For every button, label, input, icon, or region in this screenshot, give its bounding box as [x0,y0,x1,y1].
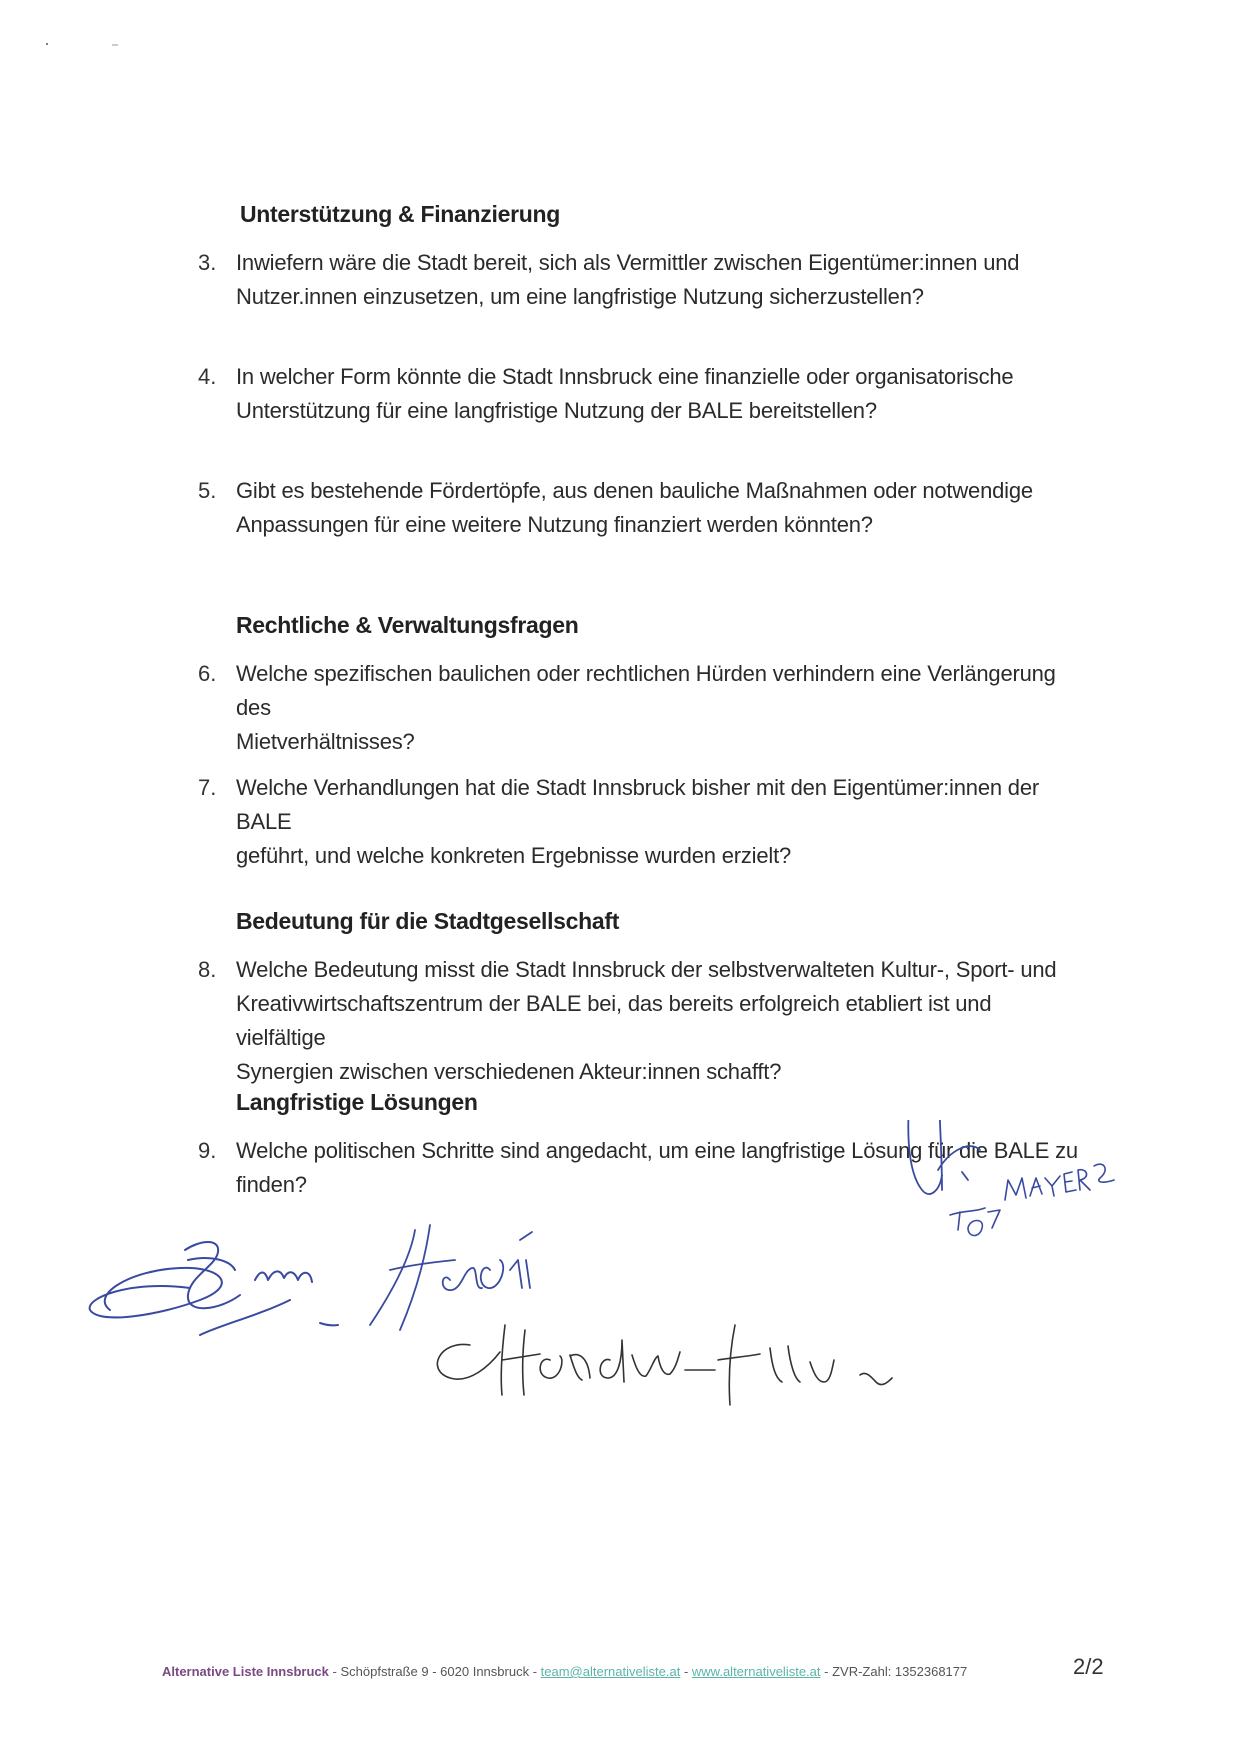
question-line: Welche politischen Schritte sind angedacht, um eine langfristige Lösung für die BALE zu [236,1138,1078,1163]
question-line: Welche Verhandlungen hat die Stadt Innsbruck bisher mit den Eigentümer:innen der BALE [236,775,1039,834]
section-heading-bedeutung: Bedeutung für die Stadtgesellschaft [236,908,620,934]
footer [162,1664,967,1679]
question-3-text [236,246,1081,314]
question-5-text [236,474,1081,542]
question-line: Nutzer.innen einzusetzen, um eine langfristige Nutzung sicherzustellen? [236,284,924,309]
footer-separator: - [824,1664,833,1679]
signature-3 [437,1325,892,1405]
footer-address: Schöpfstraße 9 - 6020 Innsbruck [340,1664,530,1679]
signature-1 [90,1242,338,1335]
footer-separator: - [332,1664,341,1679]
question-number: 3. [198,250,217,275]
footer-registry: ZVR-Zahl: 1352368177 [832,1664,968,1679]
section-heading-rechtliche: Rechtliche & Verwaltungsfragen [236,612,579,638]
question-line: In welcher Form könnte die Stadt Innsbruck eine finanzielle oder organisatorische [236,364,1014,389]
question-line: Welche spezifischen baulichen oder rechtlichen Hürden verhindern eine Verlängerung des [236,661,1056,720]
question-line: finden? [236,1172,307,1197]
signature-5 [950,1164,1114,1235]
footer-website-link[interactable]: www.alternativeliste.at [691,1664,821,1679]
question-line: geführt, und welche konkreten Ergebnisse wurden erzielt? [236,843,792,868]
signature-4 [908,1120,980,1194]
question-6-text [236,657,1081,759]
question-line: Inwiefern wäre die Stadt bereit, sich als Vermittler zwischen Eigentümer:innen und [236,250,1020,275]
question-line: Kreativwirtschaftszentrum der BALE bei, das bereits erfolgreich etabliert ist und vielfältige [236,991,992,1050]
question-number: 9. [198,1138,217,1163]
signature-2 [370,1225,532,1330]
question-8-text [236,953,1081,1089]
footer-email-link[interactable]: team@alternativeliste.at [540,1664,681,1679]
footer-separator: - [532,1664,541,1679]
scan-artifact-marks [44,40,124,50]
footer-separator: - [683,1664,692,1679]
question-number: 8. [198,957,217,982]
question-line: Unterstützung für eine langfristige Nutzung der BALE bereitstellen? [236,398,877,423]
handwritten-signatures [70,1120,1240,1460]
question-number: 4. [198,364,217,389]
question-line: Gibt es bestehende Fördertöpfe, aus denen bauliche Maßnahmen oder notwendige [236,478,1033,503]
section-heading-langfristige: Langfristige Lösungen [236,1089,478,1115]
question-number: 5. [198,478,217,503]
question-4-text [236,360,1081,428]
section-heading-unterstuetzung: Unterstützung & Finanzierung [240,201,560,227]
question-line: Synergien zwischen verschiedenen Akteur:innen schafft? [236,1059,782,1084]
question-line: Welche Bedeutung misst die Stadt Innsbruck der selbstverwalteten Kultur-, Sport- und [236,957,1057,982]
question-7-text [236,771,1081,873]
question-number: 6. [198,661,217,686]
page-number: 2/2 [1073,1654,1104,1679]
footer-organization: Alternative Liste Innsbruck [162,1664,329,1679]
question-line: Anpassungen für eine weitere Nutzung finanziert werden könnten? [236,512,873,537]
question-number: 7. [198,775,217,800]
question-line: Mietverhältnisses? [236,729,415,754]
